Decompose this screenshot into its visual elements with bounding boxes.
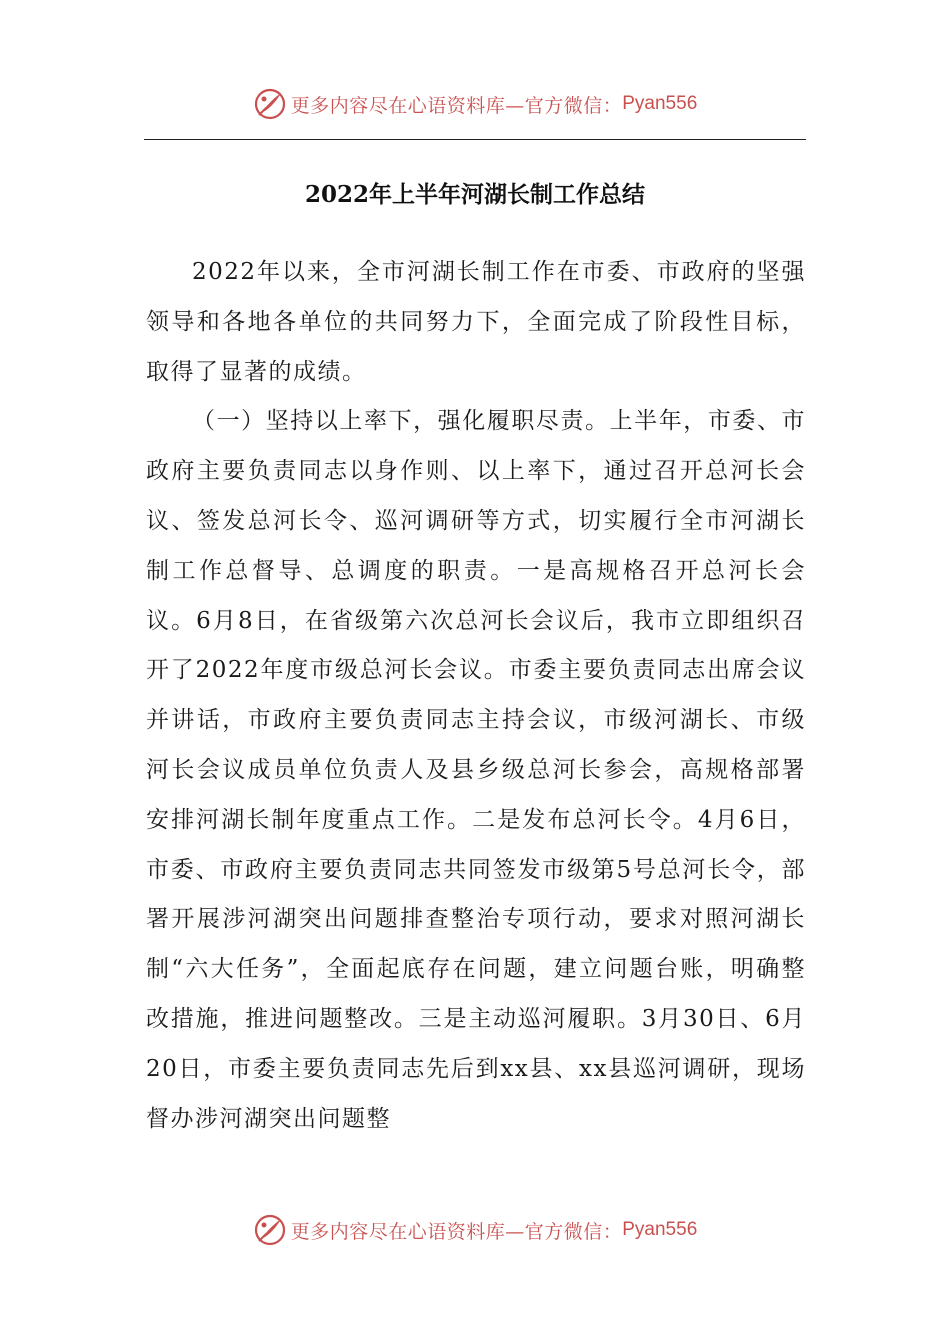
footer-watermark (0, 1210, 950, 1250)
document-body (146, 248, 806, 1144)
header-watermark (0, 84, 950, 124)
watermark-text: 更多内容尽在心语资料库—官方微信： (290, 1220, 623, 1243)
watermark-text: 更多内容尽在心语资料库—官方微信： (290, 94, 623, 117)
quill-logo-icon (253, 87, 287, 121)
quill-logo-icon (253, 1213, 287, 1247)
paragraph-section-1: （一）坚持以上率下，强化履职尽责。上半年，市委、市政府主要负责同志以身作则、以上率下，通过召开总河长会议、签发总河长令、巡河调研等方式，切实履行全市河湖长制工作总督导、总调度的职责。一是高规格召开总河长会议。6月8日，在省级第六次总河长会议后，我市立即组织召开了2022年度市级总河长会议。市委主要负责同志出席会议并讲话，市政府主要负责同志主持会议，市级河湖长、市级河长会议成员单位负责人及县乡级总河长参会，高规格部署安排河湖长制年度重点工作。二是发布总河长令。4月6日，市委、市政府主要负责同志共同签发市级第5号总河长令，部署开展涉河湖突出问题排查整治专项行动，要求对照河湖长制“六大任务”，全面起底存在问题，建立问题台账，明确整改措施，推进问题整改。三是主动巡河履职。3月30日、6月20日，市委主要负责同志先后到xx县、xx县巡河调研，现场督办涉河湖突出问题整 (146, 408, 806, 1132)
header-rule (144, 139, 806, 140)
document-title: 2022年上半年河湖长制工作总结 (304, 181, 645, 208)
watermark-wechat-id: Pyan556 (622, 1219, 698, 1240)
paragraph-intro: 2022年以来，全市河湖长制工作在市委、市政府的坚强领导和各地各单位的共同努力下，全面完成了阶段性目标，取得了显著的成绩。 (146, 259, 806, 385)
watermark-wechat-id: Pyan556 (622, 93, 698, 114)
